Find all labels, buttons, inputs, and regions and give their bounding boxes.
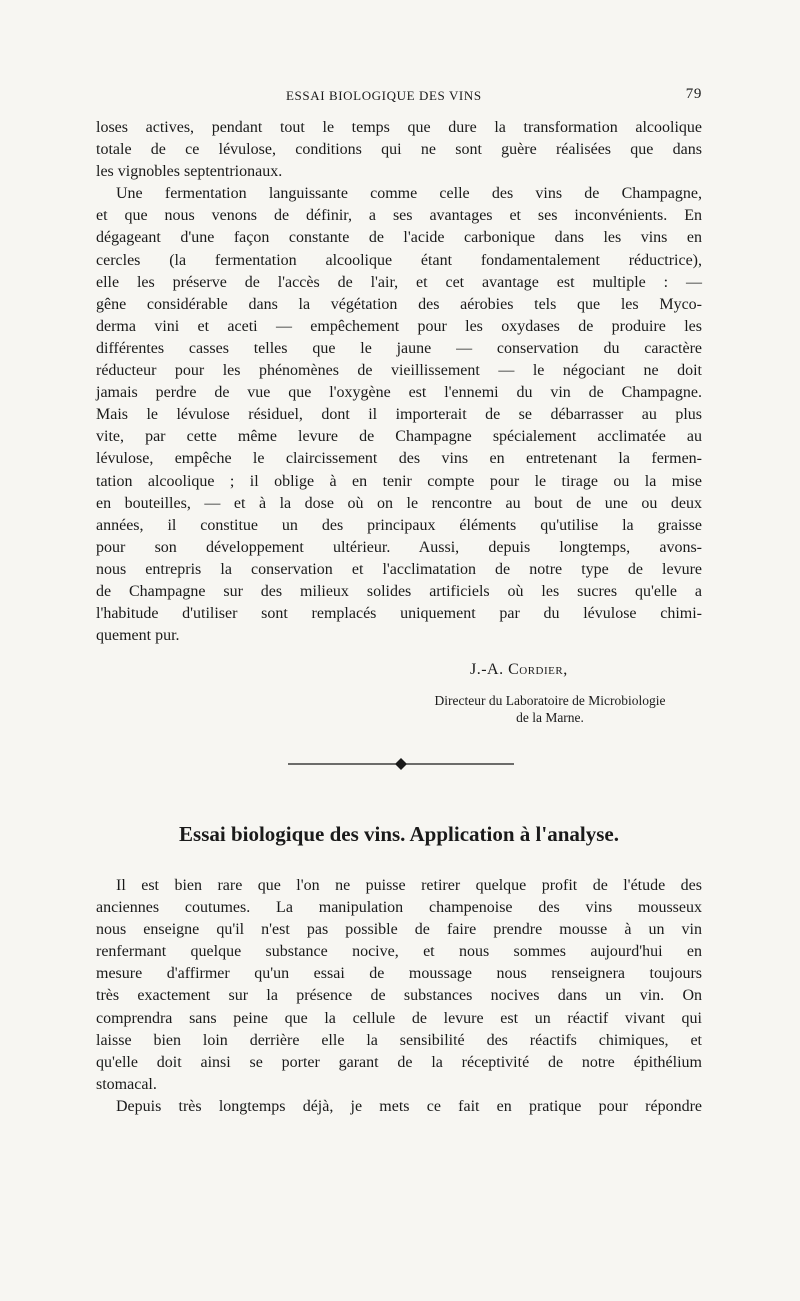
text-line: quement pur. bbox=[96, 627, 180, 645]
author-affiliation bbox=[395, 692, 705, 726]
running-title: ESSAI BIOLOGIQUE DES VINS bbox=[286, 88, 482, 103]
text-line: nous entrepris la conservation et l'acclimatation de notre type de levure bbox=[96, 560, 702, 578]
text-line: mesure d'affirmer qu'un essai de moussage nous renseignera toujours bbox=[96, 965, 702, 983]
text-line: stomacal. bbox=[96, 1075, 157, 1093]
text-line: tation alcoolique ; il oblige à en tenir compte pour le tirage ou la mise bbox=[96, 472, 702, 490]
affiliation-line: Directeur du Laboratoire de Microbiologie bbox=[434, 693, 666, 708]
text-line: et que nous venons de définir, a ses avantages et ses inconvénients. En bbox=[96, 207, 702, 225]
article-body-2 bbox=[96, 875, 702, 1118]
text-line: différentes casses telles que le jaune — conservation du caractère bbox=[96, 339, 702, 357]
text-line: l'habitude d'utiliser sont remplacés uniquement par du lévulose chimi- bbox=[96, 605, 702, 623]
text-line: Une fermentation languissante comme celle des vins de Champagne, bbox=[116, 185, 702, 203]
text-line: les vignobles septentrionaux. bbox=[96, 163, 283, 181]
article-body-1 bbox=[96, 117, 702, 647]
text-line: renfermant quelque substance nocive, et nous sommes aujourd'hui en bbox=[96, 943, 702, 961]
author-signature bbox=[470, 661, 568, 679]
text-line: elle les préserve de l'accès de l'air, et cet avantage est multiple : — bbox=[96, 273, 702, 291]
text-line: lévulose, empêche le claircissement des vins en entretenant la fermen- bbox=[96, 450, 702, 468]
affiliation-line: de la Marne. bbox=[516, 710, 584, 725]
text-line: Il est bien rare que l'on ne puisse retirer quelque profit de l'étude des bbox=[116, 877, 702, 894]
author-surname: Cordier, bbox=[508, 661, 568, 678]
text-line: cercles (la fermentation alcoolique étant fondamentalement réductrice), bbox=[96, 251, 702, 269]
text-line: Mais le lévulose résiduel, dont il importerait de se débarrasser au plus bbox=[96, 406, 702, 424]
section-title: Essai biologique des vins. Application à l'analyse. bbox=[179, 822, 619, 846]
text-line: gêne considérable dans la végétation des aérobies tels que les Myco- bbox=[96, 295, 702, 313]
text-line: qu'elle doit ainsi se porter garant de la réceptivité de notre épithélium bbox=[96, 1053, 702, 1071]
text-line: de Champagne sur des milieux solides artificiels où les sucres qu'elle a bbox=[96, 582, 702, 600]
page-header bbox=[96, 86, 702, 106]
text-line: vite, par cette même levure de Champagne spécialement acclimatée au bbox=[96, 428, 702, 446]
text-line: en bouteilles, — et à la dose où on le rencontre au bout de une ou deux bbox=[96, 494, 702, 512]
text-line: derma vini et aceti — empêchement pour les oxydases de produire les bbox=[96, 317, 702, 335]
text-line: très exactement sur la présence de substances nocives dans un vin. On bbox=[96, 987, 702, 1005]
text-line: comprendra sans peine que la cellule de levure est un réactif vivant qui bbox=[96, 1009, 702, 1027]
author-initials: J.-A. bbox=[470, 661, 509, 678]
text-line: totale de ce lévulose, conditions qui ne sont guère réalisées que dans bbox=[96, 141, 702, 159]
section-divider-ornament bbox=[288, 756, 514, 772]
page-number: 79 bbox=[685, 86, 702, 102]
text-line: Depuis très longtemps déjà, je mets ce fait en pratique pour répondre bbox=[116, 1097, 702, 1115]
text-line: réducteur pour les phénomènes de vieillissement — le négociant ne doit bbox=[96, 362, 702, 380]
text-line: nous enseigne qu'il n'est pas possible de faire prendre mousse à un vin bbox=[96, 921, 702, 939]
text-line: anciennes coutumes. La manipulation champenoise des vins mousseux bbox=[96, 899, 702, 917]
text-line: laisse bien loin derrière elle la sensibilité des réactifs chimiques, et bbox=[96, 1031, 702, 1049]
text-line: loses actives, pendant tout le temps que dure la transformation alcoolique bbox=[96, 119, 702, 136]
text-line: dégageant d'une façon constante de l'acide carbonique dans les vins en bbox=[96, 229, 702, 247]
text-line: pour son développement ultérieur. Aussi, depuis longtemps, avons- bbox=[96, 538, 702, 556]
text-line: jamais perdre de vue que l'oxygène est l'ennemi du vin de Champagne. bbox=[96, 384, 702, 402]
text-line: années, il constitue un des principaux éléments qu'utilise la graisse bbox=[96, 516, 702, 534]
